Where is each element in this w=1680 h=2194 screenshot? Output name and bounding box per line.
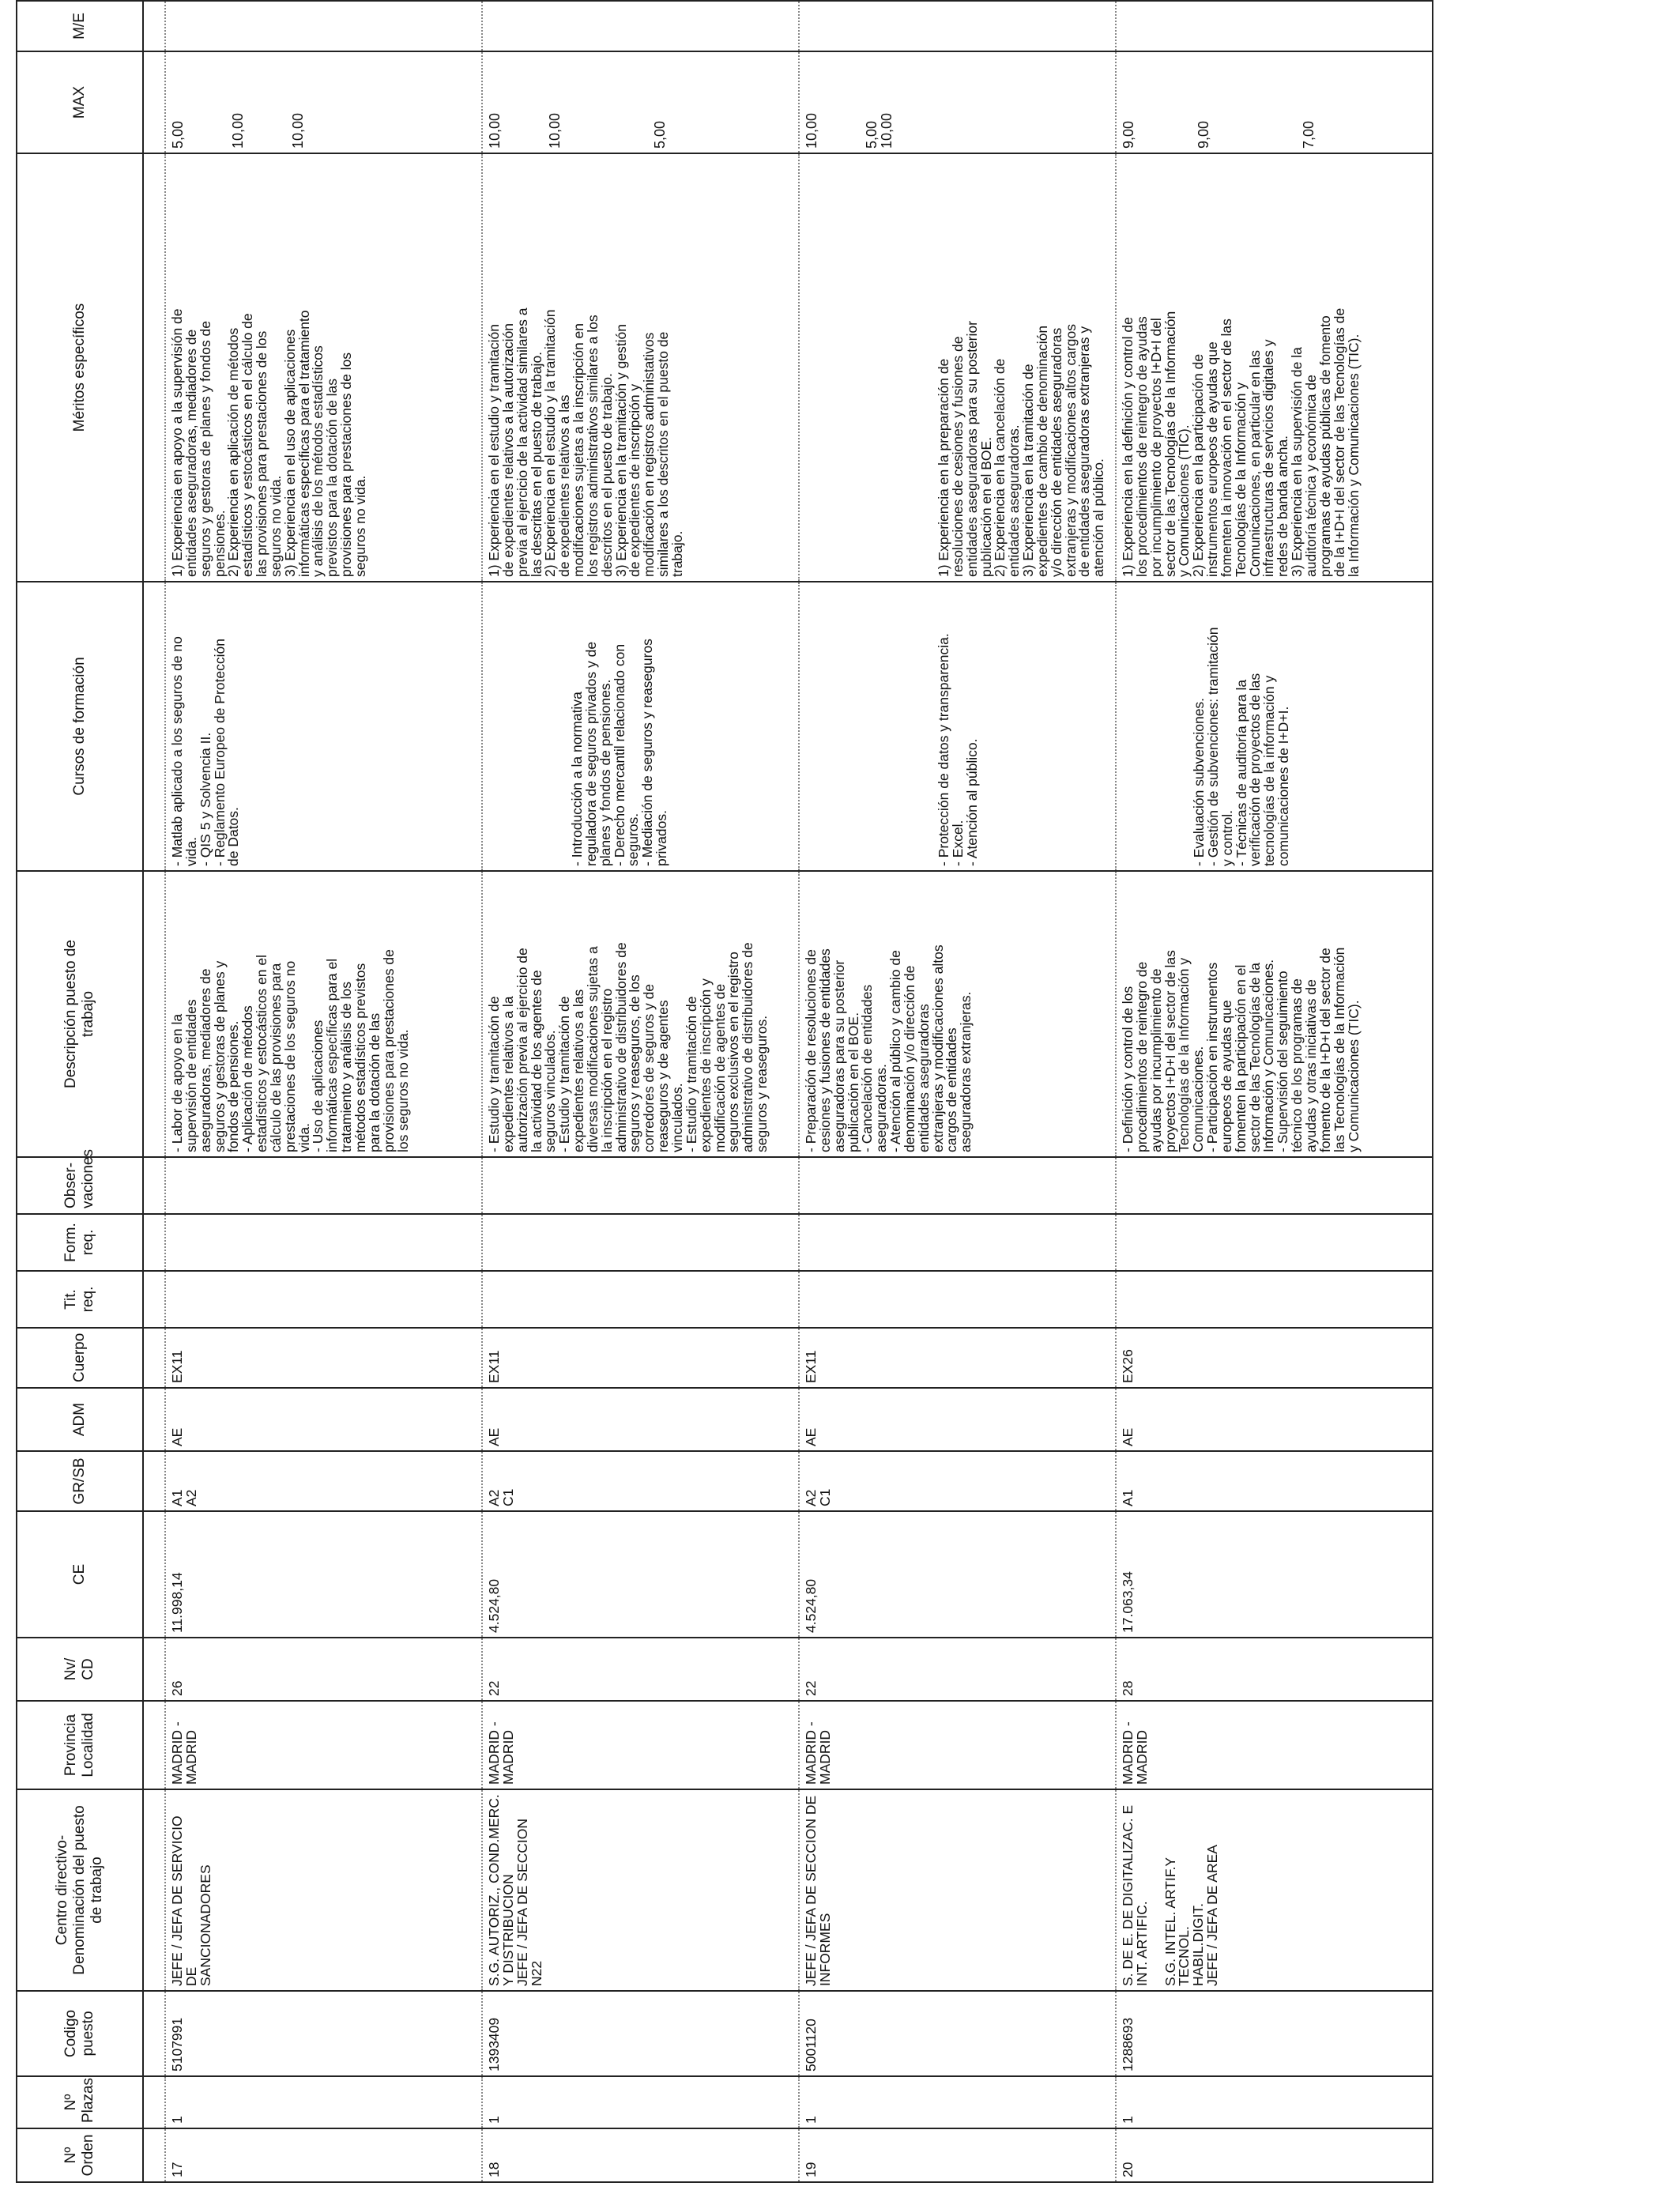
cell-cuerpo: EX11: [482, 1328, 799, 1388]
max-value: [1166, 56, 1181, 149]
cell-me: [1116, 1, 1433, 51]
cell-tit: [165, 1271, 482, 1328]
cell-provincia: MADRID - MADRID: [165, 1701, 482, 1789]
table-row: [482, 1, 799, 2182]
header-cuerpo: Cuerpo: [17, 1328, 143, 1388]
cell-meritos: 1) Experiencia en la definición y control de los procedimientos de reintegro de ayudas por incumplimiento de proyectos I+D+I del sector de las Tecnologías de la Información y Comunicaciones (TIC). 2) Experiencia en la participación de instrumentos europeos de ayudas que fomenten la innovación en el sector de las Tecnologías de la Información y Comunicaciones, en particular en las infraestructuras de servicios digitales y redes de banda ancha. 3) Experiencia en la supervisión de la auditoría técnica y económica de programas de ayudas públicas de fomento de la I+D+I del sector de las Tecnologías de la Información y Comunicaciones (TIC).: [1116, 153, 1433, 582]
cell-centro: [165, 1789, 482, 1991]
header-cursos: Cursos de formación: [17, 582, 143, 871]
cell-cuerpo: EX11: [165, 1328, 482, 1388]
cursos-text: - Introducción a la normativa reguladora de seguros privados y de planes y fondos de pensiones. - Derecho mercantil relacionado con seguros. - Mediación de seguros y reaseguros privados.: [569, 639, 670, 866]
cell-provincia: MADRID - MADRID: [1116, 1701, 1433, 1789]
cell-max: [799, 51, 1116, 153]
max-value: [186, 56, 201, 149]
cell-meritos: [799, 153, 1116, 582]
cell-descripcion: - Labor de apoyo en la supervisión de entidades aseguradoras, mediadores de seguros y gestoras de planes y fondos de pensiones. - Aplicación de métodos estadísticos y estocásticos en el cálculo de las provisiones para prestaciones de los seguros no vida. - Uso de aplicaciones informáticas específicas para el tratamiento y análisis de los métodos estadísticos previstos para la dotación de las provisiones para prestaciones de los seguros no vida.: [165, 871, 482, 1157]
centro-puesto: JEFE / JEFA DE SERVICIO DE SANCIONADORES: [169, 1815, 213, 1986]
cell-adm: AE: [799, 1388, 1116, 1451]
cell-adm: AE: [1116, 1388, 1433, 1451]
cell-form: [165, 1214, 482, 1271]
cell-codigo: 1393409: [482, 1991, 799, 2076]
cell-me: [482, 1, 799, 51]
max-value: [1286, 56, 1301, 149]
max-value: [623, 56, 638, 149]
max-value: [1256, 56, 1271, 149]
header-form: Form. req.: [17, 1214, 143, 1271]
header-descripcion: Descripción puesto de trabajo: [17, 871, 143, 1157]
table-header-row: [17, 1, 143, 2182]
cell-descripcion: - Definición y control de los procedimientos de reintegro de ayudas por incumplimiento de proyectos I+D+I del sector de las Tecnologías de la Información y Comunicaciones. - Participación en instrumentos europeos de ayudas que fomenten la participación en el sector de las Tecnologías de la Información y Comunicaciones. - Supervisión del seguimiento técnico de los programas de ayudas y otras iniciativas de fomento de la I+D+I del sector de las Tecnologías de la Información y Comunicaciones (TIC).: [1116, 871, 1433, 1157]
cell-centro: [799, 1789, 1116, 1991]
cell-codigo: 5001120: [799, 1991, 1116, 2076]
max-value: 10,00: [804, 112, 819, 149]
cell-adm: AE: [482, 1388, 799, 1451]
cell-cuerpo: EX11: [799, 1328, 1116, 1388]
max-value: 5,00: [864, 120, 880, 149]
max-value: 10,00: [879, 112, 895, 149]
header-nv: Nv/ CD: [17, 1638, 143, 1701]
cell-nv: 22: [799, 1638, 1116, 1701]
max-value: 10,00: [230, 112, 246, 149]
cell-descripcion: - Estudio y tramitación de expedientes relativos a la autorización previa al ejercicio de la actividad de los agentes de seguros vinculados. - Estudio y tramitación de expedientes relativos a las diversas modificaciones sujetas a la inscripción en el registro administrativo de distribuidores de seguros y reaseguros, de los corredores de seguros y de reaseguros y de agentes vinculados. - Estudio y tramitación de expedientes de inscripción y modificación de agentes de seguros exclusivos en el registro administrativo de distribuidores de seguros y reaseguros.: [482, 871, 799, 1157]
cell-orden: 19: [799, 2128, 1116, 2182]
cell-ce: 4.524,80: [799, 1511, 1116, 1638]
cell-plazas: 1: [799, 2076, 1116, 2128]
cell-cursos: [482, 582, 799, 871]
cell-gr: A1: [1116, 1451, 1433, 1511]
cell-tit: [799, 1271, 1116, 1328]
meritos-text: 1) Experiencia en la preparación de resoluciones de cesiones y fusiones de entidades aseguradoras para su posterior publicación en el BOE. 2) Experiencia en la cancelación de entidades aseguradoras. 3) Experiencia en la tramitación de expedientes de cambio de denominación y/o dirección de entidades aseguradoras extranjeras y modificaciones altos cargos de entidades aseguradoras extranjeras y atención al público.: [936, 321, 1107, 577]
cell-obs: [799, 1157, 1116, 1214]
cell-codigo: 1288693: [1116, 1991, 1433, 2076]
cell-adm: AE: [165, 1388, 482, 1451]
max-value: 7,00: [1301, 120, 1317, 149]
cell-orden: 18: [482, 2128, 799, 2182]
cell-gr: A2 C1: [799, 1451, 1116, 1511]
cell-ce: 17.063,34: [1116, 1511, 1433, 1638]
max-value: [849, 56, 864, 149]
cell-form: [799, 1214, 1116, 1271]
max-value: [261, 56, 276, 149]
cell-tit: [482, 1271, 799, 1328]
cell-max: [165, 51, 482, 153]
cell-cursos: [799, 582, 1116, 871]
max-value: [834, 56, 849, 149]
cell-orden: 20: [1116, 2128, 1433, 2182]
cell-centro: [1116, 1789, 1433, 1991]
cell-orden: 17: [165, 2128, 482, 2182]
table-row: [165, 1, 482, 2182]
cell-obs: [482, 1157, 799, 1214]
max-value: [216, 56, 231, 149]
cursos-text: - Evaluación subvenciones. - Gestión de subvenciones: tramitación y control. - Técnicas de auditoría para la verificación de proyectos de las tecnologías de la información y comunicaciones de I+D+I.: [1191, 627, 1292, 866]
max-value: [1211, 56, 1226, 149]
header-adm: ADM: [17, 1388, 143, 1451]
cell-plazas: 1: [482, 2076, 799, 2128]
max-value: [578, 56, 593, 149]
cell-gr: A2 C1: [482, 1451, 799, 1511]
max-value: [563, 56, 578, 149]
max-value: [638, 56, 653, 149]
max-value: [1151, 56, 1166, 149]
cell-provincia: MADRID - MADRID: [799, 1701, 1116, 1789]
header-plazas: Nº Plazas: [17, 2076, 143, 2128]
max-value: [518, 56, 533, 149]
max-value: 10,00: [487, 112, 503, 149]
cell-form: [1116, 1214, 1433, 1271]
header-meritos: Méritos específicos: [17, 153, 143, 582]
job-positions-table: [16, 0, 1433, 2183]
cell-ce: 4.524,80: [482, 1511, 799, 1638]
cell-gr: A1 A2: [165, 1451, 482, 1511]
spacer-row: [143, 1, 165, 2182]
max-value: 5,00: [652, 120, 668, 149]
max-value: [1136, 56, 1151, 149]
cursos-text: - Protección de datos y transparencia. - Excel. - Atención al público.: [936, 633, 980, 866]
cell-obs: [1116, 1157, 1433, 1214]
cell-provincia: MADRID - MADRID: [482, 1701, 799, 1789]
max-value: 10,00: [547, 112, 563, 149]
max-value: [1241, 56, 1256, 149]
cell-tit: [1116, 1271, 1433, 1328]
max-value: 10,00: [290, 112, 306, 149]
cell-ce: 11.998,14: [165, 1511, 482, 1638]
cell-meritos: 1) Experiencia en apoyo a la supervisión de entidades aseguradoras, mediadores de seguros y gestoras de planes y fondos de pensiones. 2) Experiencia en aplicación de métodos estadísticos y estocásticos en el cálculo de las provisiones para prestaciones de los seguros no vida. 3) Experiencia en el uso de aplicaciones informáticas específicas para el tratamiento y análisis de los métodos estadísticos previstos para la dotación de las provisiones para prestaciones de los seguros no vida.: [165, 153, 482, 582]
max-value: 9,00: [1196, 120, 1211, 149]
max-value: 5,00: [170, 120, 186, 149]
cell-meritos: 1) Experiencia en el estudio y tramitación de expedientes relativos a la autorización previa al ejercicio de la actividad similares a las descritas en el puesto de trabajo. 2) Experiencia en el estudio y la tramitación de expedientes relativos a las modificaciones sujetas a la inscripción en los registros administrativos similares a los descritos en el puesto de trabajo. 3) Experiencia en la tramitación y gestión de expedientes de inscripción y modificación en registros administativos similares a los descritos en el puesto de trabajo.: [482, 153, 799, 582]
cell-descripcion: - Preparación de resoluciones de cesiones y fusiones de entidades aseguradoras para su posterior publicación en el BOE. - Cancelación de entidades aseguradoras. - Atención al público y cambio de denominación y/o dirección de entidades aseguradoras extranjeras y modificaciones altos cargos de entidades aseguradoras extranjeras.: [799, 871, 1116, 1157]
max-value: [533, 56, 548, 149]
header-tit: Tit. req.: [17, 1271, 143, 1328]
centro-pre: S. DE E. DE DIGITALIZAC. E INT. ARTIFIC. S.G. INTEL. ARTIF.Y TECNOL. HABIL.DIGIT.: [1120, 1804, 1207, 1986]
cell-nv: 26: [165, 1638, 482, 1701]
max-value: [593, 56, 608, 149]
table-row: [1116, 1, 1433, 2182]
max-value: [819, 56, 834, 149]
cell-form: [482, 1214, 799, 1271]
cell-cuerpo: EX26: [1116, 1328, 1433, 1388]
max-value: [1271, 56, 1286, 149]
centro-puesto: JEFE / JEFA DE AREA: [1204, 1845, 1221, 1986]
max-value: 9,00: [1121, 120, 1136, 149]
cell-max: [482, 51, 799, 153]
max-value: [608, 56, 623, 149]
cell-max: [1116, 51, 1433, 153]
max-value: [246, 56, 261, 149]
header-obs: Obser- vaciones: [17, 1157, 143, 1214]
cell-plazas: 1: [1116, 2076, 1433, 2128]
cell-cursos: [1116, 582, 1433, 871]
header-max: MAX: [17, 51, 143, 153]
centro-pre: S.G. AUTORIZ., COND.MERC. Y DISTRIBUCION: [486, 1794, 516, 1986]
header-provincia: Provincia Localidad: [17, 1701, 143, 1789]
centro-puesto: JEFE / JEFA DE SECCION N22: [514, 1819, 544, 1986]
cell-obs: [165, 1157, 482, 1214]
header-gr: GR/SB: [17, 1451, 143, 1511]
cell-codigo: 5107991: [165, 1991, 482, 2076]
table-row: [799, 1, 1116, 2182]
header-orden: Nº Orden: [17, 2128, 143, 2182]
max-value: [1226, 56, 1241, 149]
max-value: [503, 56, 518, 149]
cell-me: [165, 1, 482, 51]
cell-plazas: 1: [165, 2076, 482, 2128]
cell-cursos: - Matlab aplicado a los seguros de no vida. - QIS 5 y Solvencia II. - Reglamento Europeo de Protección de Datos.: [165, 582, 482, 871]
header-ce: CE: [17, 1511, 143, 1638]
header-me: M/E: [17, 1, 143, 51]
max-value: [1181, 56, 1196, 149]
max-value: [276, 56, 291, 149]
header-centro: Centro directivo- Denominación del puesto de trabajo: [17, 1789, 143, 1991]
header-codigo: Codigo puesto: [17, 1991, 143, 2076]
cell-nv: 28: [1116, 1638, 1433, 1701]
cell-nv: 22: [482, 1638, 799, 1701]
cell-me: [799, 1, 1116, 51]
cell-centro: [482, 1789, 799, 1991]
max-value: [201, 56, 216, 149]
centro-puesto: JEFE / JEFA DE SECCION DE INFORMES: [803, 1795, 833, 1986]
